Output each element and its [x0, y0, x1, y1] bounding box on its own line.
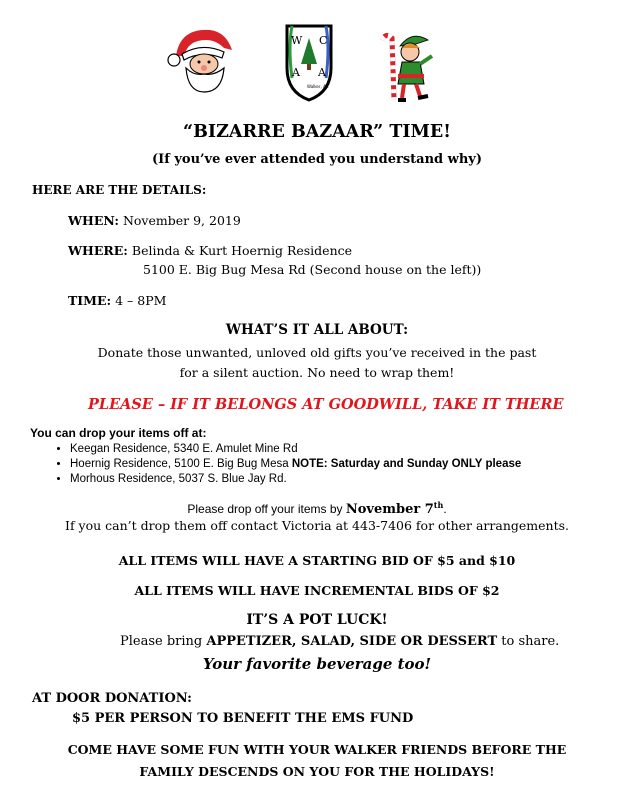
closing-line1: COME HAVE SOME FUN WITH YOUR WALKER FRIENDS BEFORE THE — [67, 742, 567, 757]
dropoff-heading: You can drop your items off at: — [30, 426, 207, 440]
elf-illustration — [378, 30, 438, 110]
logo-town-text: Walker, AZ — [307, 84, 329, 89]
incremental-bid: ALL ITEMS WILL HAVE INCREMENTAL BIDS OF $2 — [134, 583, 500, 598]
bring-prefix: Please bring — [120, 634, 207, 649]
donation-heading: AT DOOR DONATION: — [32, 691, 192, 706]
closing-line2: FAMILY DESCENDS ON YOU FOR THE HOLIDAYS! — [139, 764, 495, 779]
goodwill-notice: PLEASE – IF IT BELONGS AT GOODWILL, TAKE IT THERE — [88, 396, 564, 413]
donation-detail: $5 PER PERSON TO BENEFIT THE EMS FUND — [72, 711, 414, 726]
logo-letter-a-right: A — [318, 66, 326, 79]
beverage-line: Your favorite beverage too! — [202, 655, 432, 673]
time-row — [68, 293, 166, 308]
list-item — [70, 457, 521, 472]
contact-line: If you can’t drop them off contact Victoria at 443-7406 for other arrangements. — [65, 518, 569, 533]
list-item — [70, 472, 521, 487]
time-label: TIME: — [68, 293, 112, 308]
dropoff-location: Keegan Residence, 5340 E. Amulet Mine Rd — [70, 443, 298, 455]
potluck-heading: IT’S A POT LUCK! — [246, 612, 388, 628]
deadline-prefix: Please drop off your items by — [187, 502, 346, 516]
starting-bid: ALL ITEMS WILL HAVE A STARTING BID OF $5 and $10 — [118, 553, 516, 568]
potluck-bring — [120, 634, 559, 649]
dropoff-note: NOTE: Saturday and Sunday ONLY please — [291, 458, 522, 470]
bring-items: APPETIZER, SALAD, SIDE OR DESSERT — [206, 634, 498, 649]
where-label: WHERE: — [68, 243, 128, 258]
where-row — [68, 243, 352, 258]
dropoff-list — [30, 442, 521, 487]
logo-letter-c: C — [319, 34, 328, 47]
dropoff-location: Morhous Residence, 5037 S. Blue Jay Rd. — [70, 473, 287, 485]
when-value: November 9, 2019 — [122, 213, 241, 228]
about-line2: for a silent auction. No need to wrap them! — [179, 365, 455, 380]
deadline-suffix: . — [443, 502, 447, 516]
when-label: WHEN: — [68, 213, 119, 228]
about-heading: WHAT’S IT ALL ABOUT: — [225, 322, 409, 338]
wcaa-logo — [283, 18, 335, 102]
where-line1: Belinda & Kurt Hoernig Residence — [131, 243, 353, 258]
where-line2: 5100 E. Big Bug Mesa Rd (Second house on the left)) — [143, 262, 482, 277]
logo-letter-w: W — [291, 34, 303, 47]
bring-suffix: to share. — [497, 634, 560, 649]
list-item — [70, 442, 521, 457]
page-title: “BIZARRE BAZAAR” TIME! — [183, 122, 451, 142]
when-row — [68, 213, 241, 228]
santa-illustration — [166, 22, 238, 94]
logo-letter-a-left: A — [292, 66, 300, 79]
deadline-sup: th — [433, 500, 444, 510]
time-value: 4 – 8PM — [115, 293, 167, 308]
about-line1: Donate those unwanted, unloved old gifts you’ve received in the past — [97, 345, 537, 360]
dropoff-location: Hoernig Residence, 5100 E. Big Bug Mesa — [70, 458, 292, 470]
details-heading: HERE ARE THE DETAILS: — [32, 183, 207, 197]
deadline-line — [0, 500, 634, 517]
page-subtitle: (If you’ve ever attended you understand why) — [152, 152, 482, 167]
deadline-date: November 7 — [345, 502, 434, 517]
